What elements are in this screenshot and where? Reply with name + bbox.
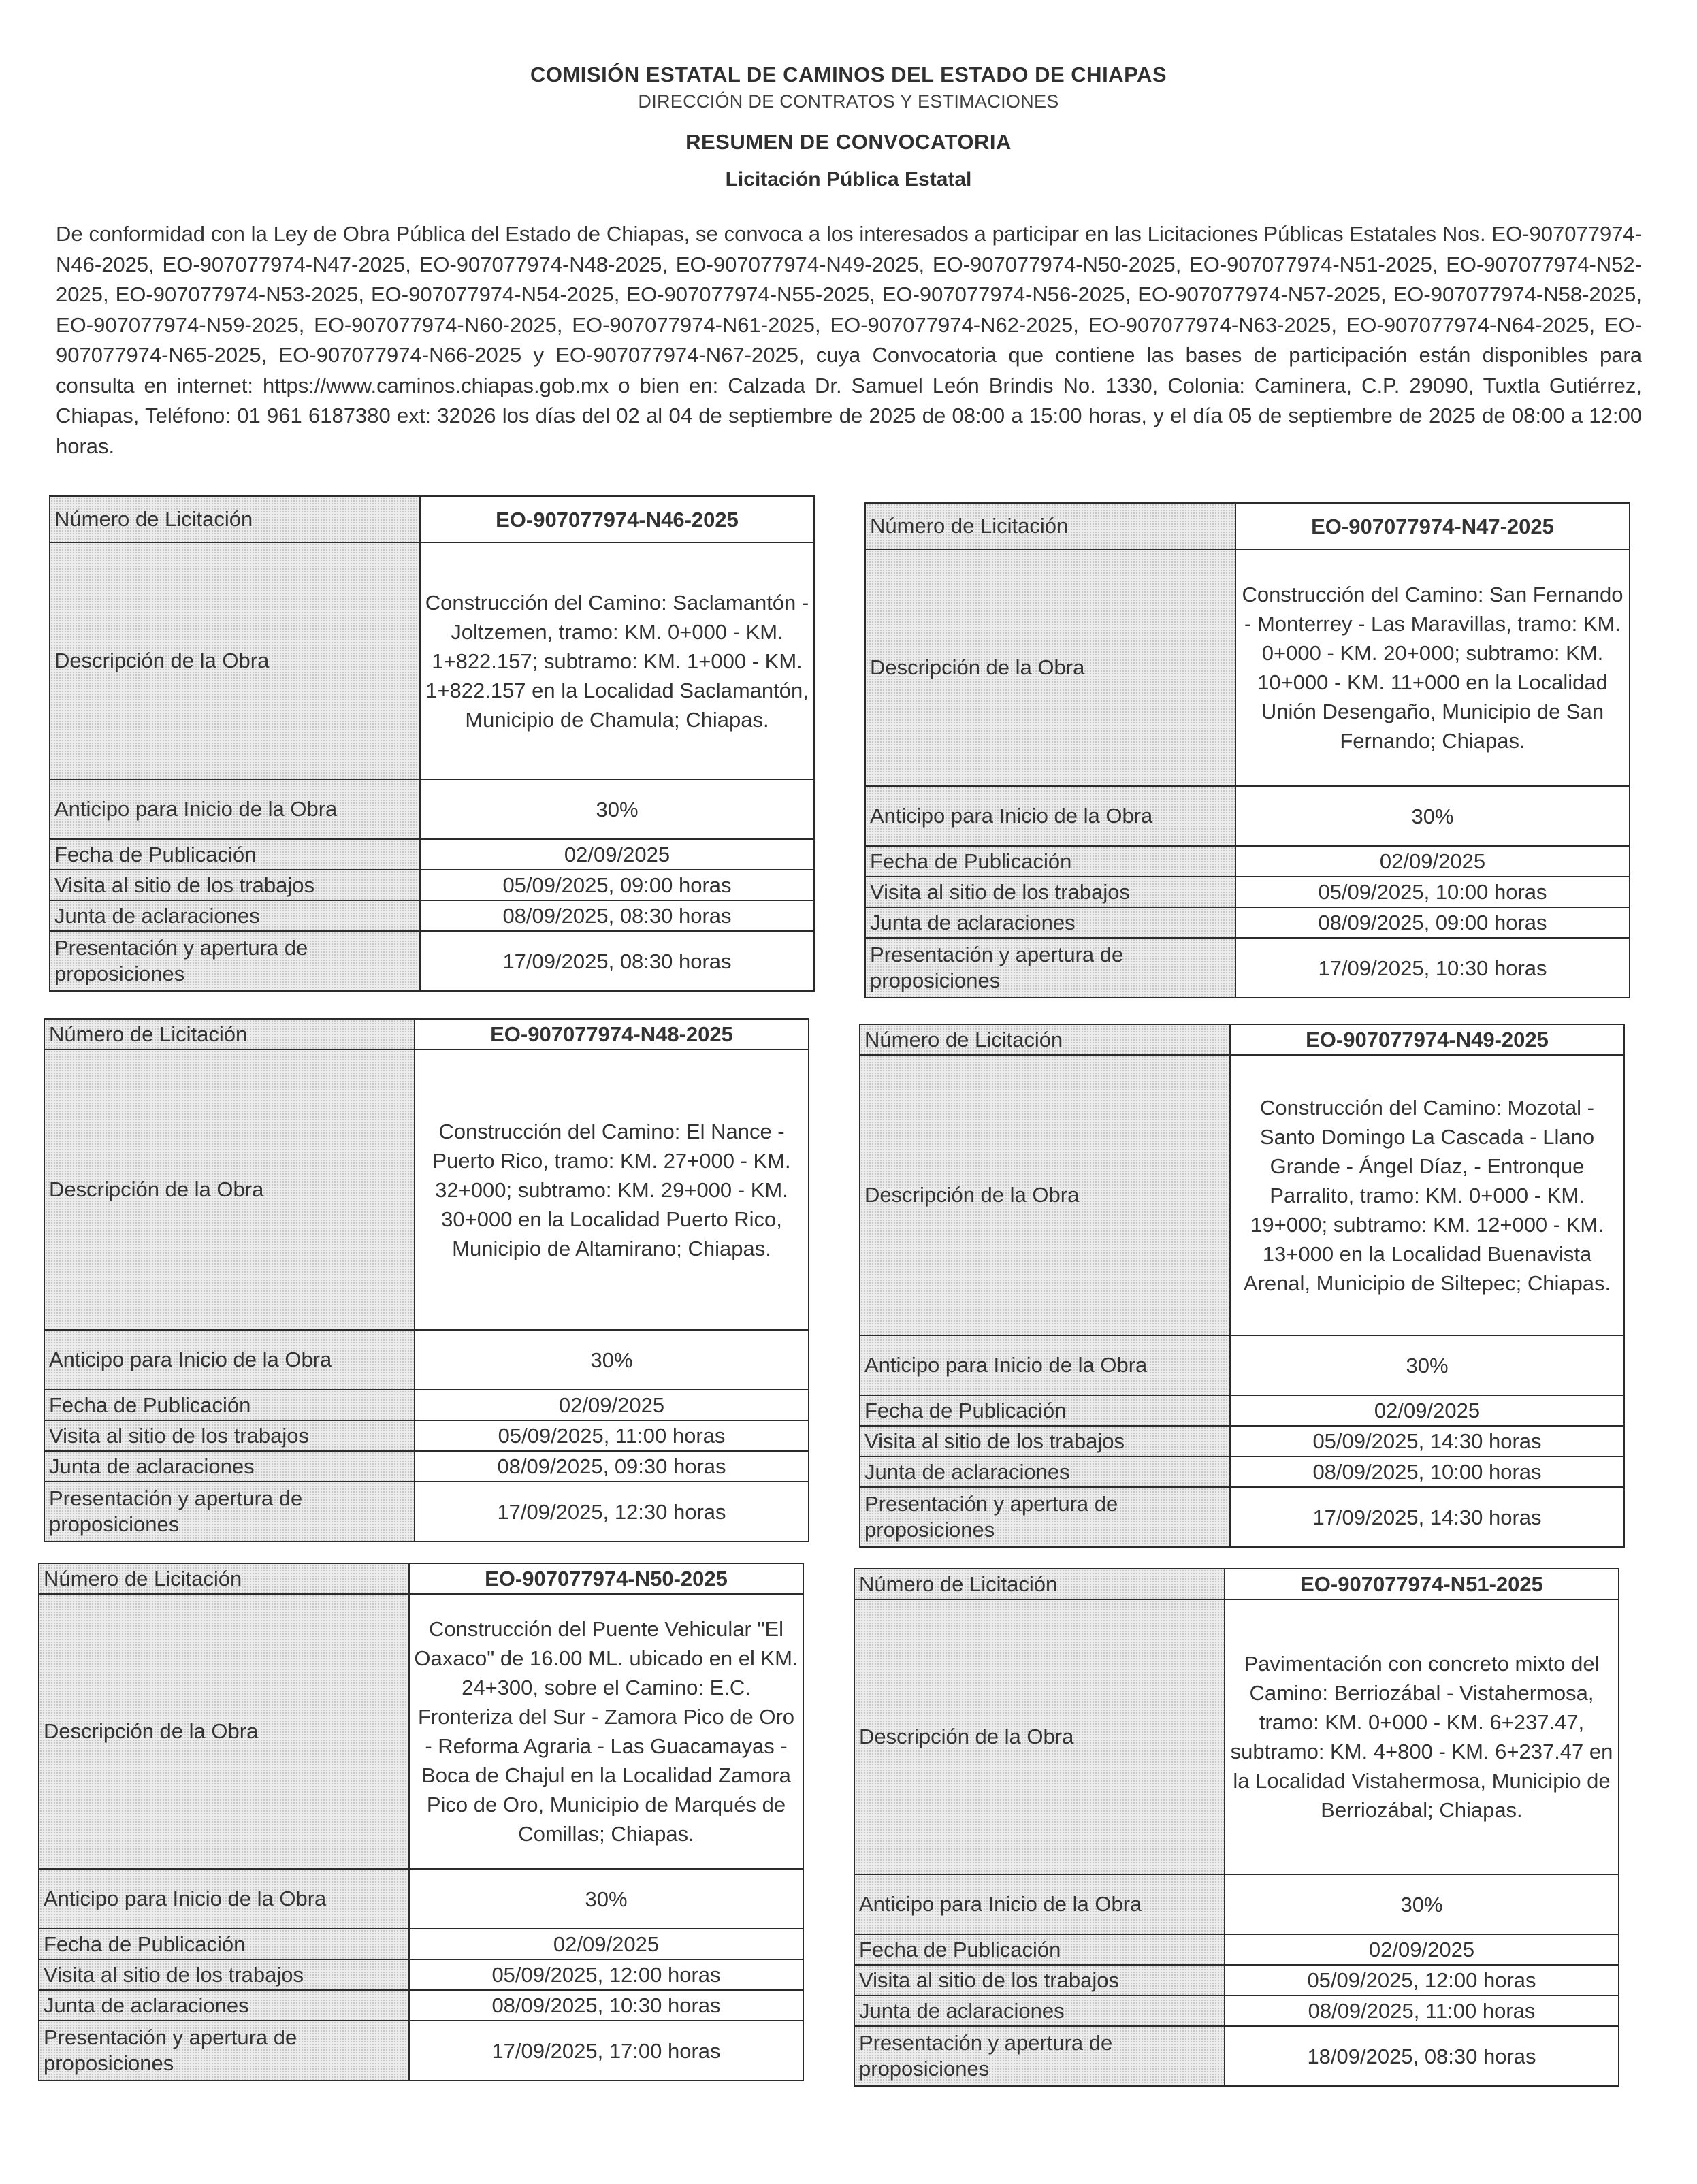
tender-publication-date: 02/09/2025 [1225, 1934, 1619, 1965]
tender-advance: 30% [1225, 1874, 1619, 1934]
label-publicacion: Fecha de Publicación [860, 1395, 1230, 1426]
label-visita: Visita al sitio de los trabajos [860, 1426, 1230, 1456]
summary-title: RESUMEN DE CONVOCATORIA [685, 130, 1012, 154]
label-junta: Junta de aclaraciones [865, 907, 1235, 938]
tender-opening: 17/09/2025, 14:30 horas [1230, 1487, 1624, 1547]
label-descripcion: Descripción de la Obra [860, 1055, 1230, 1335]
tender-publication-date: 02/09/2025 [415, 1390, 809, 1420]
label-visita: Visita al sitio de los trabajos [865, 877, 1235, 907]
tender-number: EO-907077974-N46-2025 [420, 496, 814, 542]
label-descripcion: Descripción de la Obra [865, 549, 1235, 786]
label-junta: Junta de aclaraciones [50, 900, 420, 931]
tender-site-visit: 05/09/2025, 09:00 horas [420, 870, 814, 900]
tender-number: EO-907077974-N49-2025 [1230, 1024, 1624, 1055]
label-anticipo: Anticipo para Inicio de la Obra [39, 1869, 409, 1929]
label-anticipo: Anticipo para Inicio de la Obra [50, 779, 420, 839]
tender-type: Licitación Pública Estatal [725, 168, 972, 191]
tender-table-n50 [38, 1563, 804, 2081]
department-name: DIRECCIÓN DE CONTRATOS Y ESTIMACIONES [638, 91, 1059, 112]
tender-clarifications: 08/09/2025, 11:00 horas [1225, 1995, 1619, 2026]
label-junta: Junta de aclaraciones [854, 1995, 1225, 2026]
tender-opening: 18/09/2025, 08:30 horas [1225, 2026, 1619, 2086]
tender-number: EO-907077974-N50-2025 [409, 1563, 803, 1594]
tender-publication-date: 02/09/2025 [420, 839, 814, 870]
label-numero: Número de Licitación [860, 1024, 1230, 1055]
organization-name: COMISIÓN ESTATAL DE CAMINOS DEL ESTADO DE CHIAPAS [530, 63, 1167, 86]
label-publicacion: Fecha de Publicación [50, 839, 420, 870]
tender-description: Construcción del Camino: El Nance - Puerto Rico, tramo: KM. 27+000 - KM. 32+000; subtramo: KM. 29+000 - KM. 30+000 en la Localidad Puerto Rico, Municipio de Altamirano; Chiapas. [415, 1049, 809, 1330]
label-presentacion: Presentación y apertura de proposiciones [50, 931, 420, 991]
intro-paragraph: De conformidad con la Ley de Obra Pública del Estado de Chiapas, se convoca a los interesados a participar en las Licitaciones Públicas Estatales Nos. EO-907077974-N46-2025, EO-907077974-N47-2025, EO-907077974-N48-2025, EO-907077974-N49-2025, EO-907077974-N50-2025, EO-907077974-N51-2025, EO-907077974-N52-2025, EO-907077974-N53-2025, EO-907077974-N54-2025, EO-907077974-N55-2025, EO-907077974-N56-2025, EO-907077974-N57-2025, EO-907077974-N58-2025, EO-907077974-N59-2025, EO-907077974-N60-2025, EO-907077974-N61-2025, EO-907077974-N62-2025, EO-907077974-N63-2025, EO-907077974-N64-2025, EO-907077974-N65-2025, EO-907077974-N66-2025 y EO-907077974-N67-2025, cuya Convocatoria que contiene las bases de participación están disponibles para consulta en internet: https://www.caminos.chiapas.gob.mx o bien en: Calzada Dr. Samuel León Brindis No. 1330, Colonia: Caminera, C.P. 29090, Tuxtla Gutiérrez, Chiapas, Teléfono: 01 961 6187380 ext: 32026 los días del 02 al 04 de septiembre de 2025 de 08:00 a 15:00 horas, y el día 05 de septiembre de 2025 de 08:00 a 12:00 horas. [56, 222, 1642, 458]
label-numero: Número de Licitación [865, 503, 1235, 549]
tender-clarifications: 08/09/2025, 09:30 horas [415, 1451, 809, 1482]
tender-site-visit: 05/09/2025, 12:00 horas [409, 1959, 803, 1990]
tender-opening: 17/09/2025, 08:30 horas [420, 931, 814, 991]
label-numero: Número de Licitación [854, 1569, 1225, 1599]
label-descripcion: Descripción de la Obra [50, 542, 420, 779]
tender-site-visit: 05/09/2025, 11:00 horas [415, 1420, 809, 1451]
tender-description: Construcción del Camino: Saclamantón - Joltzemen, tramo: KM. 0+000 - KM. 1+822.157; subtramo: KM. 1+000 - KM. 1+822.157 en la Localidad Saclamantón, Municipio de Chamula; Chiapas. [420, 542, 814, 779]
tender-clarifications: 08/09/2025, 10:30 horas [409, 1990, 803, 2021]
tender-site-visit: 05/09/2025, 12:00 horas [1225, 1965, 1619, 1995]
label-presentacion: Presentación y apertura de proposiciones [854, 2026, 1225, 2086]
tender-site-visit: 05/09/2025, 10:00 horas [1235, 877, 1630, 907]
label-numero: Número de Licitación [39, 1563, 409, 1594]
tender-clarifications: 08/09/2025, 10:00 horas [1230, 1456, 1624, 1487]
label-visita: Visita al sitio de los trabajos [39, 1959, 409, 1990]
tender-advance: 30% [409, 1869, 803, 1929]
tender-clarifications: 08/09/2025, 09:00 horas [1235, 907, 1630, 938]
label-descripcion: Descripción de la Obra [44, 1049, 415, 1330]
tender-site-visit: 05/09/2025, 14:30 horas [1230, 1426, 1624, 1456]
label-publicacion: Fecha de Publicación [854, 1934, 1225, 1965]
label-anticipo: Anticipo para Inicio de la Obra [865, 786, 1235, 846]
tender-number: EO-907077974-N47-2025 [1235, 503, 1630, 549]
tender-table-n49 [859, 1024, 1625, 1548]
label-anticipo: Anticipo para Inicio de la Obra [860, 1335, 1230, 1395]
document-header [0, 63, 1697, 191]
tender-advance: 30% [1235, 786, 1630, 846]
label-descripcion: Descripción de la Obra [854, 1599, 1225, 1874]
label-visita: Visita al sitio de los trabajos [854, 1965, 1225, 1995]
tender-advance: 30% [420, 779, 814, 839]
label-junta: Junta de aclaraciones [44, 1451, 415, 1482]
tender-number: EO-907077974-N51-2025 [1225, 1569, 1619, 1599]
tender-clarifications: 08/09/2025, 08:30 horas [420, 900, 814, 931]
tender-description: Construcción del Camino: San Fernando - Monterrey - Las Maravillas, tramo: KM. 0+000 - KM. 20+000; subtramo: KM. 10+000 - KM. 11+000 en la Localidad Unión Desengaño, Municipio de San Fernando; Chiapas. [1235, 549, 1630, 786]
tender-table-n46 [49, 495, 815, 992]
tender-publication-date: 02/09/2025 [1230, 1395, 1624, 1426]
label-junta: Junta de aclaraciones [860, 1456, 1230, 1487]
label-presentacion: Presentación y apertura de proposiciones [39, 2021, 409, 2081]
tender-number: EO-907077974-N48-2025 [415, 1019, 809, 1049]
label-numero: Número de Licitación [44, 1019, 415, 1049]
label-anticipo: Anticipo para Inicio de la Obra [854, 1874, 1225, 1934]
label-descripcion: Descripción de la Obra [39, 1594, 409, 1869]
label-presentacion: Presentación y apertura de proposiciones [865, 938, 1235, 998]
tender-table-n51 [854, 1568, 1619, 2087]
tender-description: Pavimentación con concreto mixto del Camino: Berriozábal - Vistahermosa, tramo: KM. 0+000 - KM. 6+237.47, subtramo: KM. 4+800 - KM. 6+237.47 en la Localidad Vistahermosa, Municipio de Berriozábal; Chiapas. [1225, 1599, 1619, 1874]
label-publicacion: Fecha de Publicación [865, 846, 1235, 877]
tender-description: Construcción del Camino: Mozotal - Santo Domingo La Cascada - Llano Grande - Ángel Díaz, - Entronque Parralito, tramo: KM. 0+000 - KM. 19+000; subtramo: KM. 12+000 - KM. 13+000 en la Localidad Buenavista Arenal, Municipio de Siltepec; Chiapas. [1230, 1055, 1624, 1335]
tender-opening: 17/09/2025, 12:30 horas [415, 1482, 809, 1542]
tender-table-n47 [864, 502, 1630, 998]
label-publicacion: Fecha de Publicación [39, 1929, 409, 1959]
tender-advance: 30% [415, 1330, 809, 1390]
tender-advance: 30% [1230, 1335, 1624, 1395]
tender-publication-date: 02/09/2025 [1235, 846, 1630, 877]
tender-opening: 17/09/2025, 17:00 horas [409, 2021, 803, 2081]
label-presentacion: Presentación y apertura de proposiciones [44, 1482, 415, 1542]
tender-table-n48 [44, 1018, 809, 1542]
tender-opening: 17/09/2025, 10:30 horas [1235, 938, 1630, 998]
label-junta: Junta de aclaraciones [39, 1990, 409, 2021]
tender-description: Construcción del Puente Vehicular "El Oaxaco" de 16.00 ML. ubicado en el KM. 24+300, sobre el Camino: E.C. Fronteriza del Sur - Zamora Pico de Oro - Reforma Agraria - Las Guacamayas - Boca de Chajul en la Localidad Zamora Pico de Oro, Municipio de Marqués de Comillas; Chiapas. [409, 1594, 803, 1869]
label-anticipo: Anticipo para Inicio de la Obra [44, 1330, 415, 1390]
tender-publication-date: 02/09/2025 [409, 1929, 803, 1959]
label-numero: Número de Licitación [50, 496, 420, 542]
label-visita: Visita al sitio de los trabajos [50, 870, 420, 900]
label-presentacion: Presentación y apertura de proposiciones [860, 1487, 1230, 1547]
label-visita: Visita al sitio de los trabajos [44, 1420, 415, 1451]
label-publicacion: Fecha de Publicación [44, 1390, 415, 1420]
